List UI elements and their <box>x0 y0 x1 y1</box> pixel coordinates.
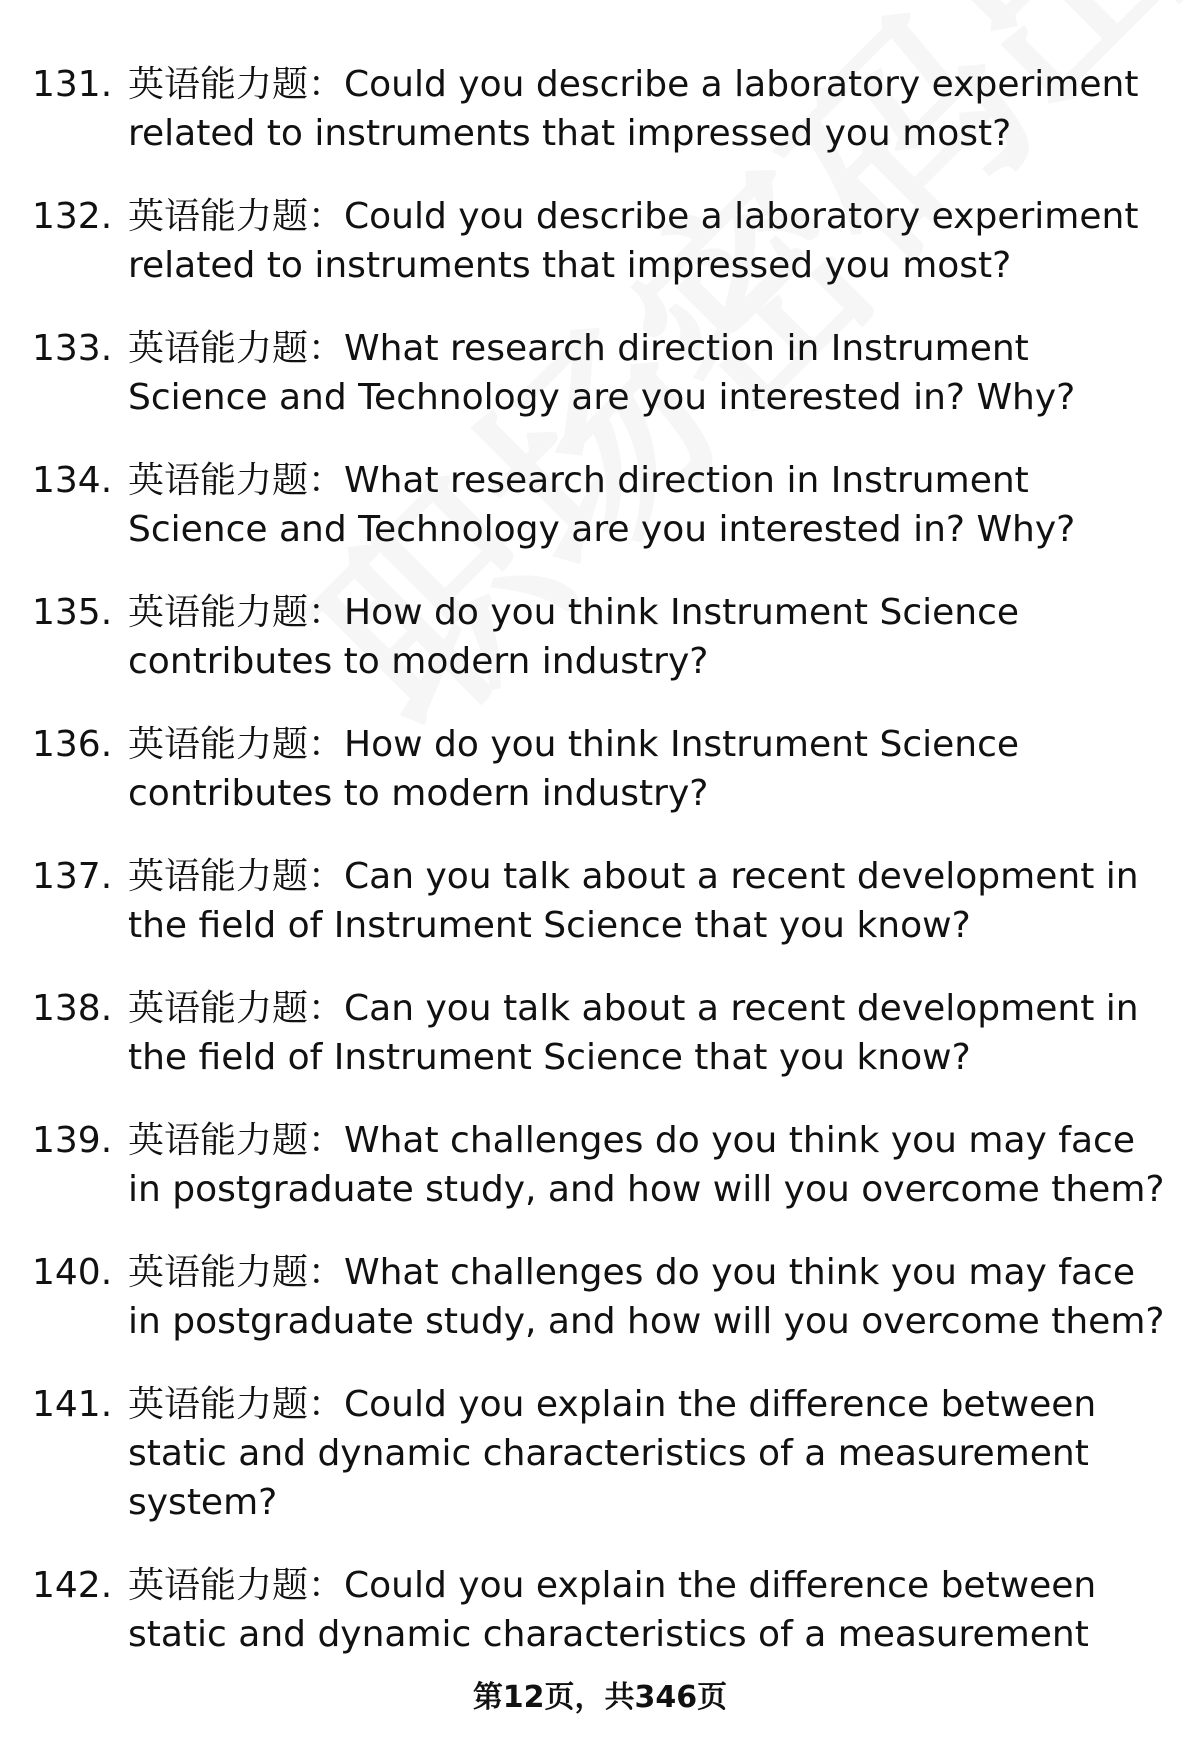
question-category: 英语能力题： <box>128 856 345 897</box>
question-number: 139. <box>32 1120 113 1161</box>
list-item <box>32 1248 1172 1346</box>
list-item <box>32 720 1172 818</box>
question-body <box>128 1116 1172 1214</box>
question-body <box>128 192 1172 290</box>
question-body <box>128 588 1172 686</box>
question-body <box>128 720 1172 818</box>
question-number: 131. <box>32 64 113 105</box>
question-text: Can you talk about a recent development in the field of Instrument Science that you know? <box>128 856 1139 946</box>
question-text: What research direction in Instrument Science and Technology are you interested in? Why? <box>128 460 1076 550</box>
list-item <box>32 60 1172 158</box>
list-item <box>32 588 1172 686</box>
question-text: What challenges do you think you may face in postgraduate study, and how will you overcome them? <box>128 1252 1165 1342</box>
question-body <box>128 984 1172 1082</box>
question-number: 132. <box>32 196 113 237</box>
question-number: 136. <box>32 724 113 765</box>
question-category: 英语能力题： <box>128 328 345 369</box>
question-body <box>128 456 1172 554</box>
question-text: Could you describe a laboratory experiment related to instruments that impressed you most? <box>128 196 1139 286</box>
question-body <box>128 1561 1172 1659</box>
question-text: Could you explain the difference between static and dynamic characteristics of a measurement system? <box>128 1384 1097 1523</box>
question-text: Could you describe a laboratory experiment related to instruments that impressed you most? <box>128 64 1139 154</box>
question-number: 140. <box>32 1252 113 1293</box>
question-list <box>32 60 1172 1693</box>
question-text: How do you think Instrument Science contributes to modern industry? <box>128 724 1020 814</box>
list-item <box>32 1116 1172 1214</box>
list-item <box>32 456 1172 554</box>
question-category: 英语能力题： <box>128 64 345 105</box>
question-number: 138. <box>32 988 113 1029</box>
question-body <box>128 1248 1172 1346</box>
question-category: 英语能力题： <box>128 988 345 1029</box>
question-body <box>128 324 1172 422</box>
list-item <box>32 324 1172 422</box>
question-category: 英语能力题： <box>128 1120 345 1161</box>
list-item <box>32 1380 1172 1527</box>
question-body <box>128 60 1172 158</box>
question-number: 141. <box>32 1384 113 1425</box>
question-number: 133. <box>32 328 113 369</box>
question-text: Could you explain the difference between static and dynamic characteristics of a measurement <box>128 1565 1097 1655</box>
question-category: 英语能力题： <box>128 196 345 237</box>
question-body <box>128 852 1172 950</box>
question-text: What challenges do you think you may face in postgraduate study, and how will you overcome them? <box>128 1120 1165 1210</box>
page-footer: 第12页，共346页 <box>472 1680 728 1715</box>
question-text: What research direction in Instrument Science and Technology are you interested in? Why? <box>128 328 1076 418</box>
list-item <box>32 852 1172 950</box>
question-number: 142. <box>32 1565 113 1606</box>
question-category: 英语能力题： <box>128 1384 345 1425</box>
list-item <box>32 984 1172 1082</box>
question-category: 英语能力题： <box>128 1252 345 1293</box>
question-number: 137. <box>32 856 113 897</box>
question-category: 英语能力题： <box>128 592 345 633</box>
question-text: Can you talk about a recent development in the field of Instrument Science that you know? <box>128 988 1139 1078</box>
question-text: How do you think Instrument Science contributes to modern industry? <box>128 592 1020 682</box>
question-category: 英语能力题： <box>128 1565 345 1606</box>
question-category: 英语能力题： <box>128 724 345 765</box>
list-item <box>32 1561 1172 1659</box>
question-number: 135. <box>32 592 113 633</box>
question-category: 英语能力题： <box>128 460 345 501</box>
question-body <box>128 1380 1172 1527</box>
list-item <box>32 192 1172 290</box>
question-number: 134. <box>32 460 113 501</box>
